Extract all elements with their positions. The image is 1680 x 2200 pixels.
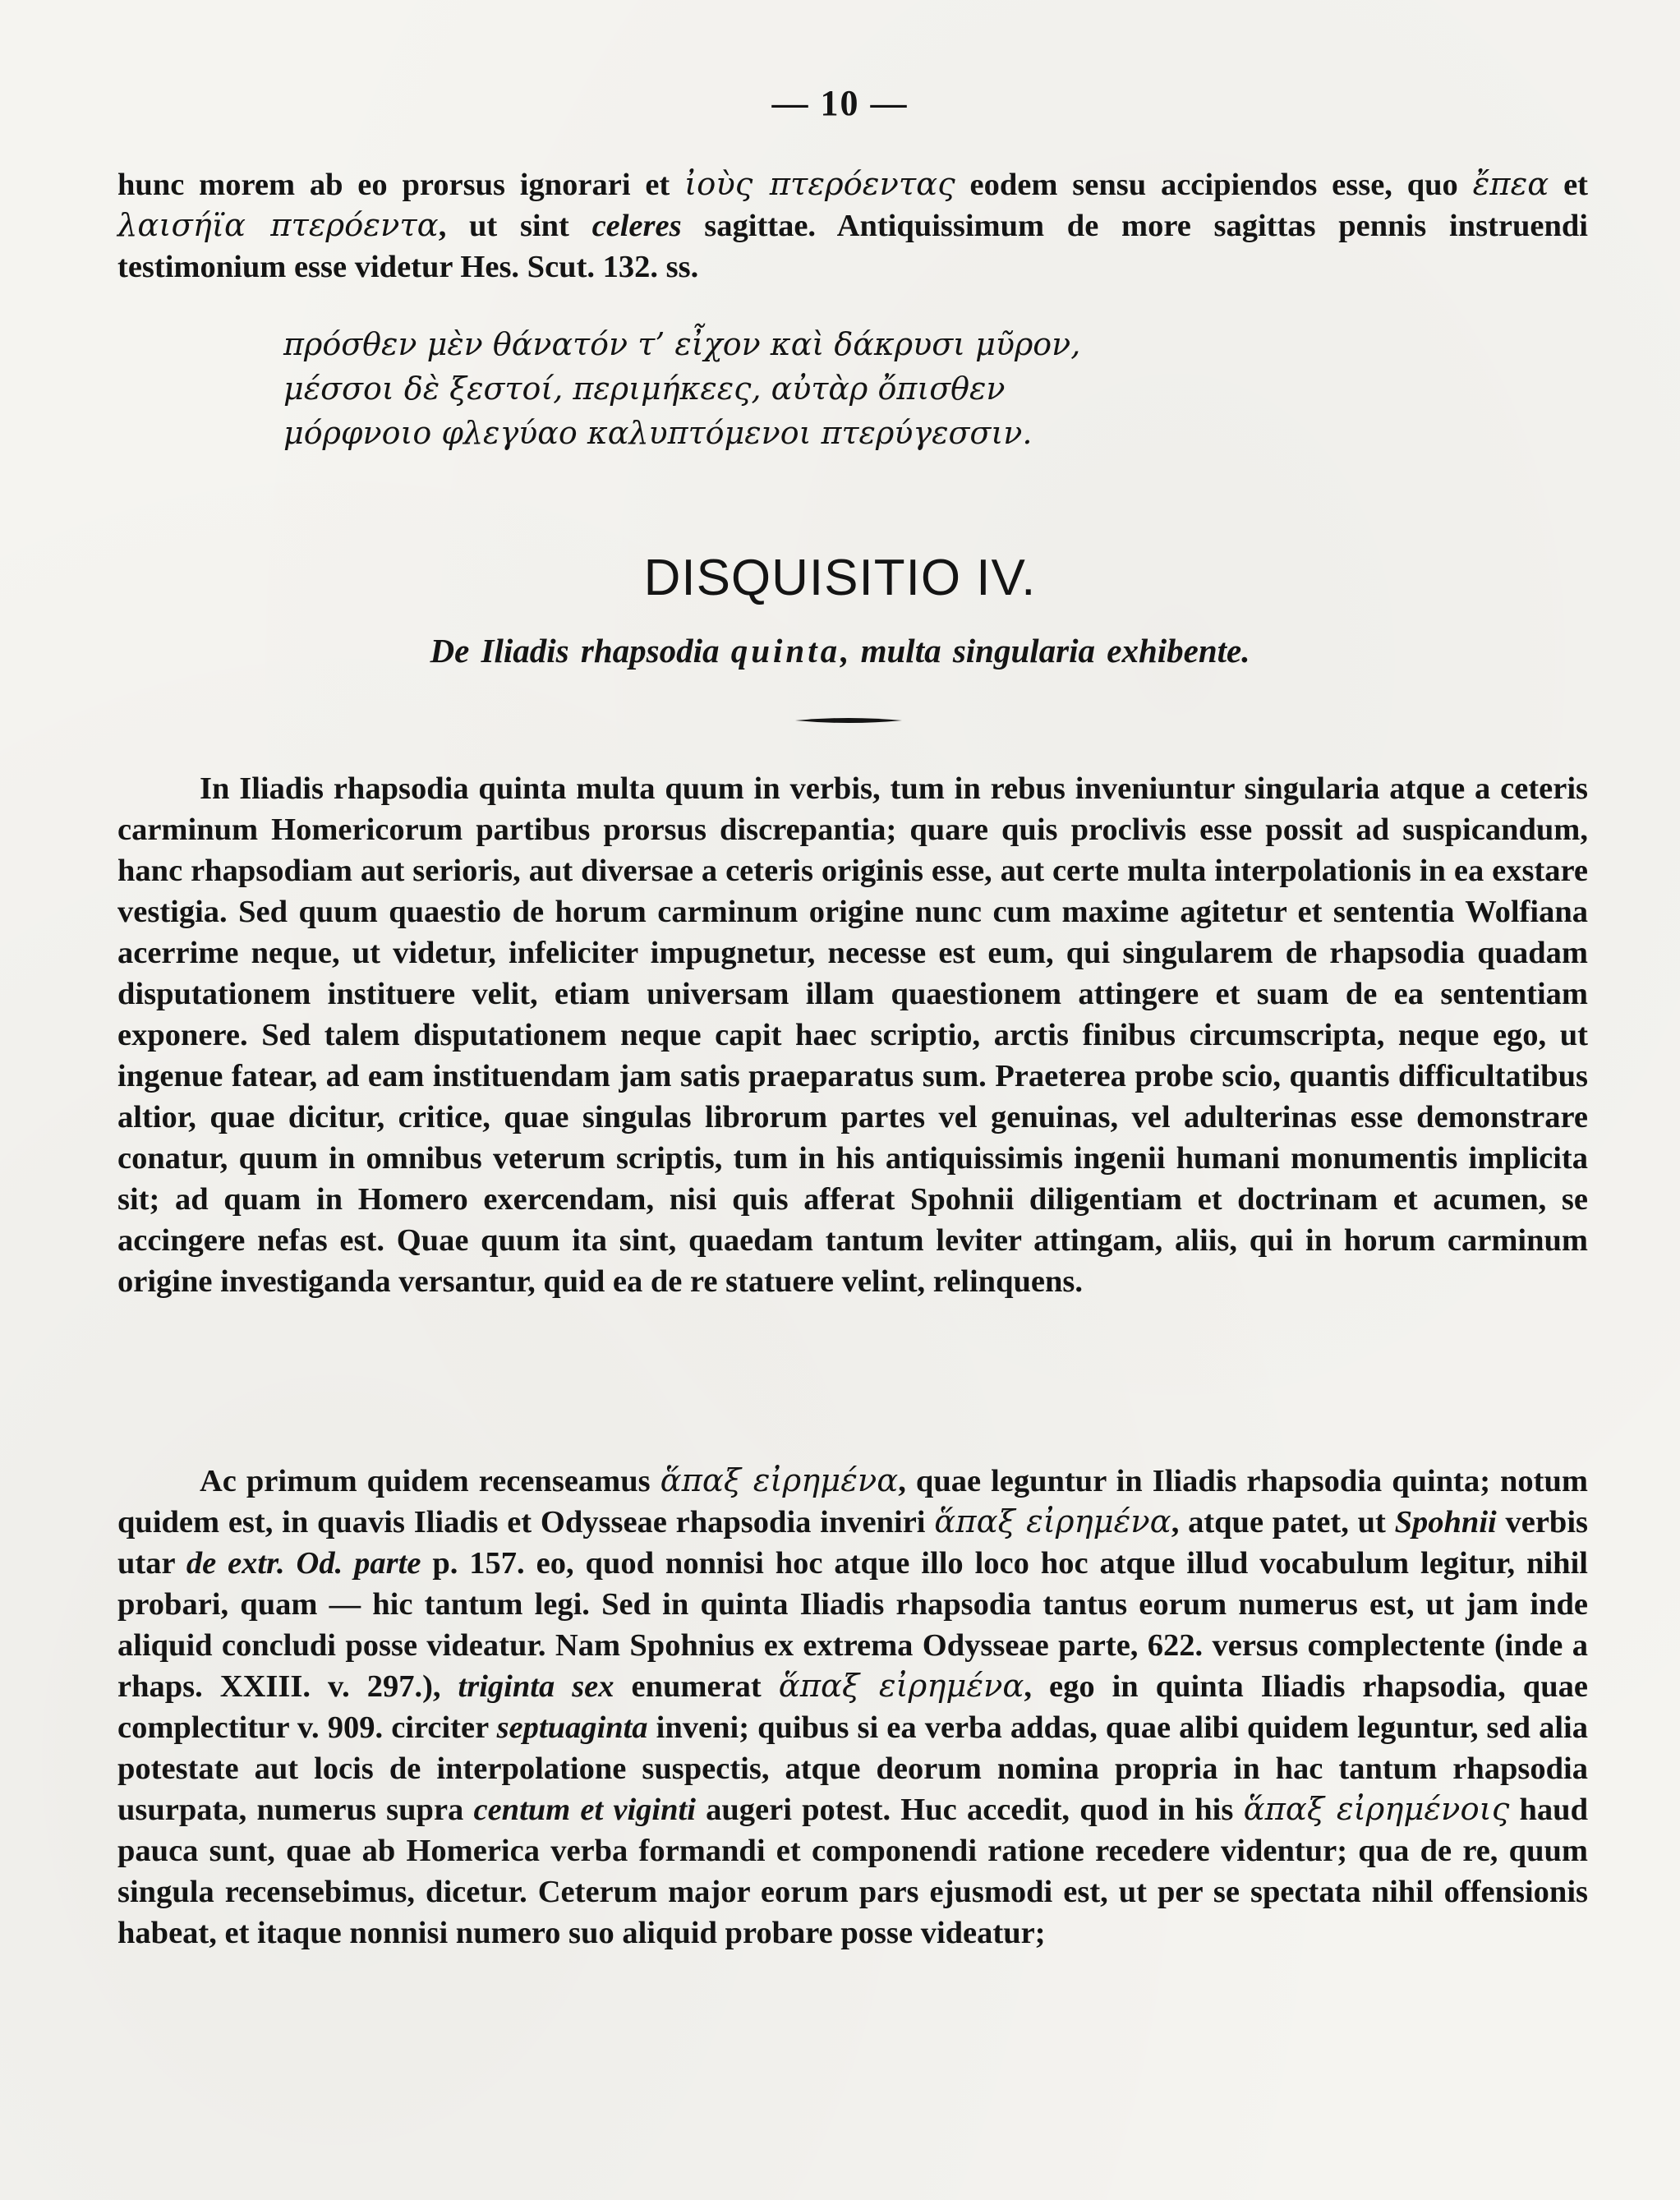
section-heading: DISQUISITIO IV. <box>643 550 1037 606</box>
verse-line: πρόσθεν μὲν θάνατόν τ’ εἶχον καὶ δάκρυσι μῦρον, <box>283 326 1081 362</box>
section-subtitle <box>0 631 1680 670</box>
p2-greek-2: ἅπαξ εἰρημένα <box>934 1503 1171 1540</box>
verse-line: μέσσοι δὲ ξεστοί, περιμήκεες, αὐτὰρ ὄπισθεν <box>283 371 1006 407</box>
p2-text-1: Ac primum quidem recenseamus <box>200 1464 660 1498</box>
intro-italic-1: celeres <box>591 209 682 243</box>
ornamental-rule <box>795 716 902 725</box>
intro-paragraph <box>117 164 1588 288</box>
p2-text-2: , quae leguntur in Iliadis rhapsodia quinta; notum quidem est, in quavis Iliadis et Odysseae rhapsodia inveniri <box>117 1464 1588 1540</box>
greek-verse-quote <box>283 322 1434 455</box>
p2-text-10: haud pauca sunt, quae ab Homerica verba formandi et componendi ratione recedere videntur; qua de re, quum singula recensebimus, dicetur. Ceterum major eorum pars ejusmodi est, ut per se spectata nihil offensionis habeat, et itaque nonnisi numero suo aliquid probare posse videatur; <box>117 1793 1588 1950</box>
p2-greek-3: ἅπαξ εἰρημένα <box>778 1668 1024 1705</box>
p2-italic-3: triginta sex <box>458 1669 614 1704</box>
p2-text-4: verbis utar <box>117 1505 1588 1581</box>
p2-text-8: inveni; quibus si ea verba addas, quae alibi quidem leguntur, sed alia potestate aut locis de interpolatione suspectis, atque deorum nomina propria in hac tantum rhapsodia usurpata, numerus supra <box>117 1710 1588 1827</box>
p2-greek-4: ἅπαξ εἰρημένοις <box>1243 1791 1510 1828</box>
p2-text-9: augeri potest. Huc accedit, quod in his <box>695 1793 1244 1827</box>
p2-text-6: enumerat <box>614 1669 779 1704</box>
body-paragraph-2 <box>117 1461 1588 1954</box>
p2-italic-5: centum et viginti <box>473 1793 696 1827</box>
intro-text-3: et <box>1549 168 1588 202</box>
intro-text-2: eodem sensu accipiendos esse, quo <box>955 168 1473 202</box>
intro-greek-3: λαισήϊα πτερόεντα <box>117 207 439 244</box>
p2-italic-4: septuaginta <box>496 1710 648 1745</box>
body-paragraph-1 <box>117 768 1588 1302</box>
subtitle-part-1: De Iliadis rhapsodia <box>430 632 731 670</box>
intro-text-4: , ut sint <box>438 209 592 243</box>
intro-greek-1: ἰοὺς πτερόεντας <box>684 166 955 203</box>
p2-greek-1: ἅπαξ εἰρημένα <box>660 1462 899 1499</box>
subtitle-part-2: , multa singularia exhibente. <box>840 632 1250 670</box>
p2-italic-2: de extr. Od. parte <box>186 1546 421 1581</box>
intro-greek-2: ἔπεα <box>1472 166 1549 203</box>
page-number: — 10 — <box>771 83 909 123</box>
p2-text-3: , atque patet, ut <box>1171 1505 1395 1540</box>
intro-text-1: hunc morem ab eo prorsus ignorari et <box>117 168 685 202</box>
body-paragraph-1-text: In Iliadis rhapsodia quinta multa quum in verbis, tum in rebus inveniuntur singularia atque a ceteris carminum Homericorum partibus prorsus discrepantia; quare quis proclivis esse possit ad suspicandum, hanc rhapsodiam aut serioris, aut diversae a ceteris originis esse, aut certe multa interpolationis in ea exstare vestigia. Sed quum quaestio de horum carminum origine nunc cum maxime agitetur et sententia Wolfiana acerrime neque, ut videtur, infeliciter impugnetur, necesse est eum, qui singularem de rhapsodia quadam disputationem instituere velit, etiam universam illam quaestionem attingere et suam de ea sententiam exponere. Sed talem disputationem neque capit haec scriptio, arctis finibus circumscripta, neque ego, ut ingenue fatear, ad eam instituendam jam satis praeparatus sum. Praeterea probe scio, quantis difficultatibus altior, quae dicitur, critice, quae singulas librorum partes vel genuinas, vel adulterinas esse demonstrare conatur, quum in omnibus veterum scriptis, tum in his antiquissimis ingenii humani monumentis implicita sit; ad quam in Homero exercendam, nisi quis afferat Spohnii diligentiam et doctrinam et acumen, se accingere nefas est. Quae quum ita sint, quaedam tantum leviter attingam, aliis, qui in horum carminum origine investiganda versantur, quid ea de re statuere velint, relinquens. <box>117 771 1588 1299</box>
p2-text-7: , ego in quinta Iliadis rhapsodia, quae complectitur v. 909. circiter <box>117 1669 1588 1745</box>
p2-text-5: p. 157. eo, quod nonnisi hoc atque illo loco hoc atque illud vocabulum legitur, nihil probari, quam — hic tantum legi. Sed in quinta Iliadis rhapsodia tantus eorum numerus est, ut jam inde aliquid concludi posse videatur. Nam Spohnius ex extrema Odysseae parte, 622. versus complectente (inde a rhaps. XXIII. v. 297.), <box>117 1546 1588 1704</box>
verse-line: μόρφνοιο φλεγύαο καλυπτόμενοι πτερύγεσσιν. <box>283 415 1033 451</box>
subtitle-spaced-word: quinta <box>730 632 841 670</box>
p2-italic-1: Spohnii <box>1394 1505 1497 1540</box>
intro-text-5: sagittae. Antiquissimum de more sagittas pennis instruendi testimonium esse videtur Hes. Scut. 132. ss. <box>117 209 1588 284</box>
